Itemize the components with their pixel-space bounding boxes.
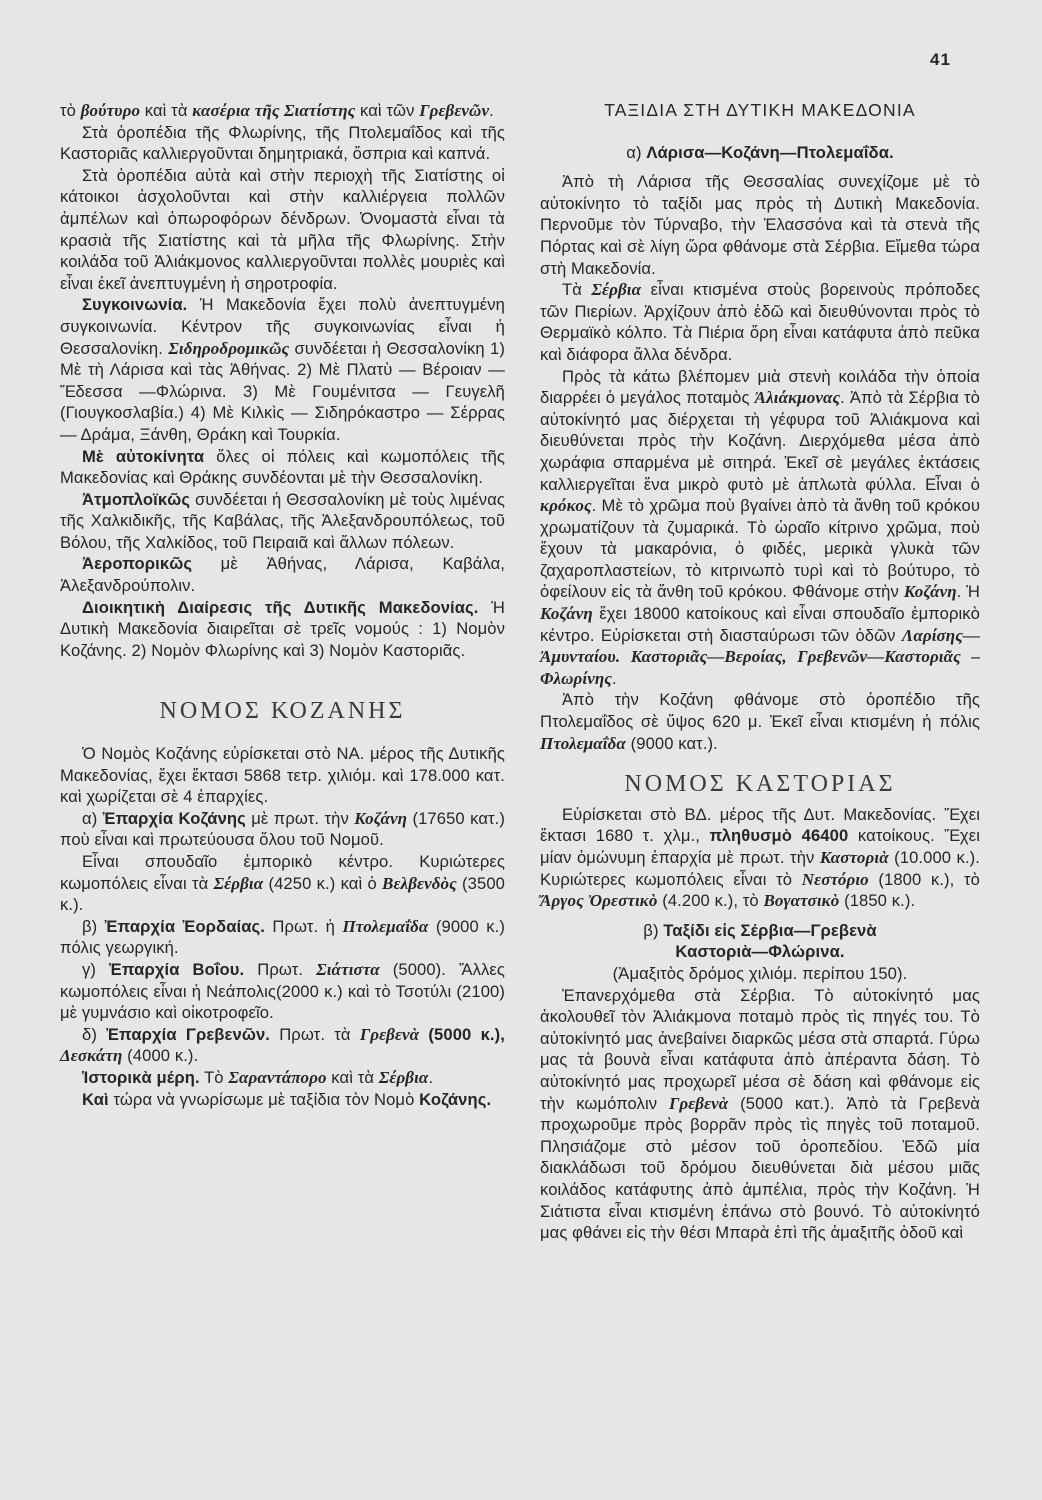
- heading-travels: ΤΑΞΙΔΙΑ ΣΤΗ ΔΥΤΙΚΗ ΜΑΚΕΔΟΝΙΑ: [604, 100, 916, 120]
- paragraph-now-travel: Καὶ τώρα νὰ γνωρίσωμε μὲ ταξίδια τὸν Νομὸ Κοζάνης.: [82, 1089, 492, 1109]
- paragraph-vineyards: Στὰ ὀροπέδια αὐτὰ καὶ στὴν περιοχὴ τῆς Σιατίστης οἱ κάτοικοι ἀσχολοῦνται καὶ στὴν καλλιέργεια πολλῶν ἀμπέλων καὶ ὀπωροφόρων δένδρων. Ὀνομαστὰ εἶναι τὰ κρασιὰ τῆς Σιατίστης καὶ τὰ μῆλα τῆς Φλωρίνης. Στὴν κοιλάδα τοῦ Ἀλιάκμονος καλλιεργοῦνται πολλὲς μουριὲς καὶ εἶναι ἐκεῖ ἀνεπτυγμένη ἡ σηροτροφία.: [60, 165, 505, 293]
- paragraph-cars: Μὲ αὐτοκίνητα ὅλες οἱ πόλεις καὶ κωμοπόλεις τῆς Μακεδονίας καὶ Θράκης συνδέονται μὲ τὴν Θεσσαλονίκη.: [60, 446, 505, 488]
- left-column: [60, 100, 505, 1110]
- right-column: [540, 100, 980, 1244]
- route-b-title: β) Ταξίδι εἰς Σέρβια—Γρεβενὰ: [643, 920, 877, 940]
- paragraph-eparchy-voiou: γ) Ἐπαρχία Βοΐου. Πρωτ. Σιάτιστα (5000). Ἄλλες κωμοπόλεις εἶναι ἡ Νεάπολις(2000 κ.) καὶ τὸ Τσοτύλι (2100) μὲ γυμνάσιο καὶ οἰκοτροφεῖο.: [60, 959, 506, 1023]
- route-a-title: α) Λάρισα—Κοζάνη—Πτολεμαΐδα.: [626, 142, 894, 162]
- paragraph-kastorias-intro: Εὑρίσκεται στὸ ΒΔ. μέρος τῆς Δυτ. Μακεδονίας. Ἔχει ἔκτασι 1680 τ. χλμ., πληθυσμὸ 46400 κατοίκους. Ἔχει μίαν ὁμώνυμη ἐπαρχία μὲ πρωτ. τὴν Καστοριὰ (10.000 κ.). Κυριώτερες κωμοπόλεις εἶναι τὸ Νεστόριο (1800 κ.), τὸ Ἄργος Ὀρεστικὸ (4.200 κ.), τὸ Βογατσικὸ (1850 κ.).: [540, 804, 981, 911]
- paragraph-ptolemaida: Ἀπὸ τὴν Κοζάνη φθάνομε στὸ ὀροπέδιο τῆς Πτολεμαΐδος σὲ ὕψος 620 μ. Ἐκεῖ εἶναι κτισμένη ἡ πόλις Πτολεμαΐδα (9000 κατ.).: [540, 690, 980, 753]
- paragraph-grevena-trip: Ἐπανερχόμεθα στὰ Σέρβια. Τὸ αὐτοκίνητό μας ἀκολουθεῖ τὸν Ἀλιάκμονα ποταμὸ πρὸς τὶς πηγές του. Τὸ αὐτοκίνητό μας ἀνεβαίνει διαρκῶς μέσα στὰ σπαρτά. Γύρω μας τὰ βουνὰ εἶναι κατάφυτα ἀπὸ ἀπέραντα δάση. Τὸ αὐτοκίνητό μας προχωρεῖ μέσα σὲ δάση καὶ φθάνομε εἰς τὴν κωμόπολιν Γρεβενὰ (5000 κατ.). Ἀπὸ τὰ Γρεβενὰ προχωροῦμε πρὸς βορρᾶν πρὸς τὶς πηγὲς τοῦ ποταμοῦ. Πλησιάζομε στὸ μέσον τοῦ ὀροπεδίου. Ἐδῶ μία διακλάδωσι τοῦ δρόμου διευθύνεται διὰ μέσου μιᾶς κοιλάδος κατάφυτης ἀπὸ ἀμπέλια, πρὸς τὴν Κοζάνη. Ἡ Σιάτιστα εἶναι κτισμένη ἐπάνω στὸ βουνό. Τὸ αὐτοκίνητό μας φθάνει εἰς τὴν θέσι Μπαρὰ ἐπὶ τῆς ἁμαξιτῆς ὁδοῦ καὶ: [540, 985, 980, 1243]
- paragraph-plateaus: Στὰ ὀροπέδια τῆς Φλωρίνης, τῆς Πτολεμαΐδος καὶ τῆς Καστοριᾶς καλλιεργοῦνται δημητριακά, ὄσπρια καὶ καπνά.: [60, 122, 505, 164]
- route-b-note: (Ἁμαξιτὸς δρόμος χιλιόμ. περίπου 150).: [612, 963, 908, 983]
- paragraph-eparchy-kozanis: α) Ἐπαρχία Κοζάνης μὲ πρωτ. τὴν Κοζάνη (17650 κατ.) ποὺ εἶναι καὶ πρωτεύουσα ὅλου τοῦ Νομοῦ.: [60, 808, 506, 850]
- paragraph-eparchy-eordaias: β) Ἐπαρχία Ἐορδαίας. Πρωτ. ἡ Πτολεμαΐδα (9000 κ.) πόλις γεωργική.: [60, 916, 505, 958]
- paragraph-kozani-center: Εἶναι σπουδαῖο ἐμπορικὸ κέντρο. Κυριώτερες κωμοπόλεις εἶναι τὰ Σέρβια (4250 κ.) καὶ ὁ Βελβενδὸς (3500 κ.).: [60, 852, 505, 915]
- paragraph-kozanis-intro: Ὁ Νομὸς Κοζάνης εὑρίσκεται στὸ ΝΑ. μέρος τῆς Δυτικῆς Μακεδονίας, ἔχει ἔκτασι 5868 τετρ. χιλιόμ. καὶ 178.000 κατ. καὶ χωρίζεται σὲ 4 ἐπαρχίες.: [60, 744, 505, 807]
- heading-kozanis: ΝΟΜΟΣ ΚΟΖΑΝΗΣ: [159, 698, 406, 725]
- paragraph-larisa: Ἀπὸ τὴ Λάρισα τῆς Θεσσαλίας συνεχίζομε μὲ τὸ αὐτοκίνητο τὸ ταξίδι μας πρὸς τὴ Δυτικὴ Μακεδονία. Περνοῦμε τὸν Τύρναβο, τὴν Ἐλασσόνα καὶ τὰ στενὰ τῆς Πόρτας καὶ σὲ λίγη ὥρα φθάνομε στὰ Σέρβια. Εἴμεθα τώρα στὴ Μακεδονία.: [540, 172, 980, 278]
- paragraph-historic-places: Ἱστορικὰ μέρη. Τὸ Σαραντάπορο καὶ τὰ Σέρβια.: [82, 1067, 434, 1087]
- paragraph-aliakmonas: Πρὸς τὰ κάτω βλέπομεν μιὰ στενὴ κοιλάδα τὴν ὁποία διαρρέει ὁ μεγάλος ποταμὸς Ἀλιάκμονας. Ἀπὸ τὰ Σέρβια τὸ αὐτοκίνητό μας διέρχεται τὴ γέφυρα τοῦ Ἀλιάκμονα καὶ διευθύνεται πρὸς τὴν Κοζάνη. Διερχόμεθα μέσα ἀπὸ χωράφια σπαρμένα μὲ σιτηρά. Ἐκεῖ σὲ μεγάλες ἐκτάσεις καλλιεργεῖται ἕνα μικρὸ φυτὸ μὲ ἁπλωτὰ φύλλα. Εἶναι ὁ κρόκος. Μὲ τὸ χρῶμα ποὺ βγαίνει ἀπὸ τὰ ἄνθη τοῦ κρόκου χρωματίζουν τὰ ζυμαρικά. Τὸ ὡραῖο κίτρινο χρῶμα, ποὺ ἔχουν τὰ μακαρόνια, ὁ φιδές, μερικὰ γλυκὰ τῶν ζαχαροπλαστείων, τὸ κιτρινωπὸ τυρὶ καὶ τὸ βούτυρο, τὸ ὀφείλουν εἰς τὰ ἄνθη τοῦ κρόκου. Φθάνομε στὴν Κοζάνη. Ἡ Κοζάνη ἔχει 18000 κατοίκους καὶ εἶναι σπουδαῖο ἐμπορικὸ κέντρο. Εὑρίσκεται στὴ διασταύρωσι τῶν ὁδῶν Λαρίσης—Ἀμυνταίου. Καστοριᾶς—Βεροίας, Γρεβενῶν—Καστοριᾶς – Φλωρίνης.: [540, 366, 980, 688]
- page-number: 41: [930, 50, 951, 69]
- heading-kastorias: ΝΟΜΟΣ ΚΑΣΤΟΡΙΑΣ: [624, 771, 896, 798]
- paragraph-serbia: Τὰ Σέρβια εἶναι κτισμένα στοὺς βορεινοὺς πρόποδες τῶν Πιερίων. Ἀρχίζουν ἀπὸ ἐδῶ καὶ διευθύνονται πρὸς τὸ Θερμαϊκὸ κόλπο. Τὰ Πιέρια ὄρη εἶναι κατάφυτα ἀπὸ πεῦκα καὶ διάφορα ἄλλα δένδρα.: [540, 280, 980, 364]
- paragraph-ships: Ἀτμοπλοϊκῶς συνδέεται ἡ Θεσσαλονίκη μὲ τοὺς λιμένας τῆς Χαλκιδικῆς, τῆς Καβάλας, τῆς Ἀλεξανδρουπόλεως, τοῦ Βόλου, τῆς Χαλκίδος, τοῦ Πειραιᾶ καὶ ἄλλων πόλεων.: [60, 489, 505, 552]
- route-b-title-line2: Καστοριὰ—Φλώρινα.: [675, 942, 845, 962]
- paragraph-products: τὸ βούτυρο καὶ τὰ κασέρια τῆς Σιατίστης καὶ τῶν Γρεβενῶν.: [60, 101, 494, 120]
- paragraph-air: Ἀεροπορικῶς μὲ Ἀθήνας, Λάρισα, Καβάλα, Ἀλεξανδρούπολιν.: [60, 554, 505, 596]
- paragraph-administration: Διοικητικὴ Διαίρεσις τῆς Δυτικῆς Μακεδονίας. Ἡ Δυτικὴ Μακεδονία διαιρεῖται σὲ τρεῖς νομούς : 1) Νομὸν Κοζάνης. 2) Νομὸν Φλωρίνης καὶ 3) Νομὸν Καστοριᾶς.: [60, 597, 505, 660]
- paragraph-eparchy-grevenon: δ) Ἐπαρχία Γρεβενῶν. Πρωτ. τὰ Γρεβενὰ (5000 κ.), Δεσκάτη (4000 κ.).: [60, 1024, 505, 1066]
- paragraph-transport: Συγκοινωνία. Ἡ Μακεδονία ἔχει πολὺ ἀνεπτυγμένη συγκοινωνία. Κέντρον τῆς συγκοινωνίας εἶναι ἡ Θεσσαλονίκη. Σιδηροδρομικῶς συνδέεται ἡ Θεσσαλονίκη 1) Μὲ τὴ Λάρισα καὶ τὰς Ἀθήνας. 2) Μὲ Πλατὺ — Βέροιαν — Ἔδεσσα —Φλώρινα. 3) Μὲ Γουμένιτσα — Γευγελῆ (Γιουγκοσλαβία.) 4) Μὲ Κιλκὶς — Σιδηρόκαστρο — Σέρρας — Δράμα, Ξάνθη, Θράκη καὶ Τουρκία.: [60, 295, 505, 444]
